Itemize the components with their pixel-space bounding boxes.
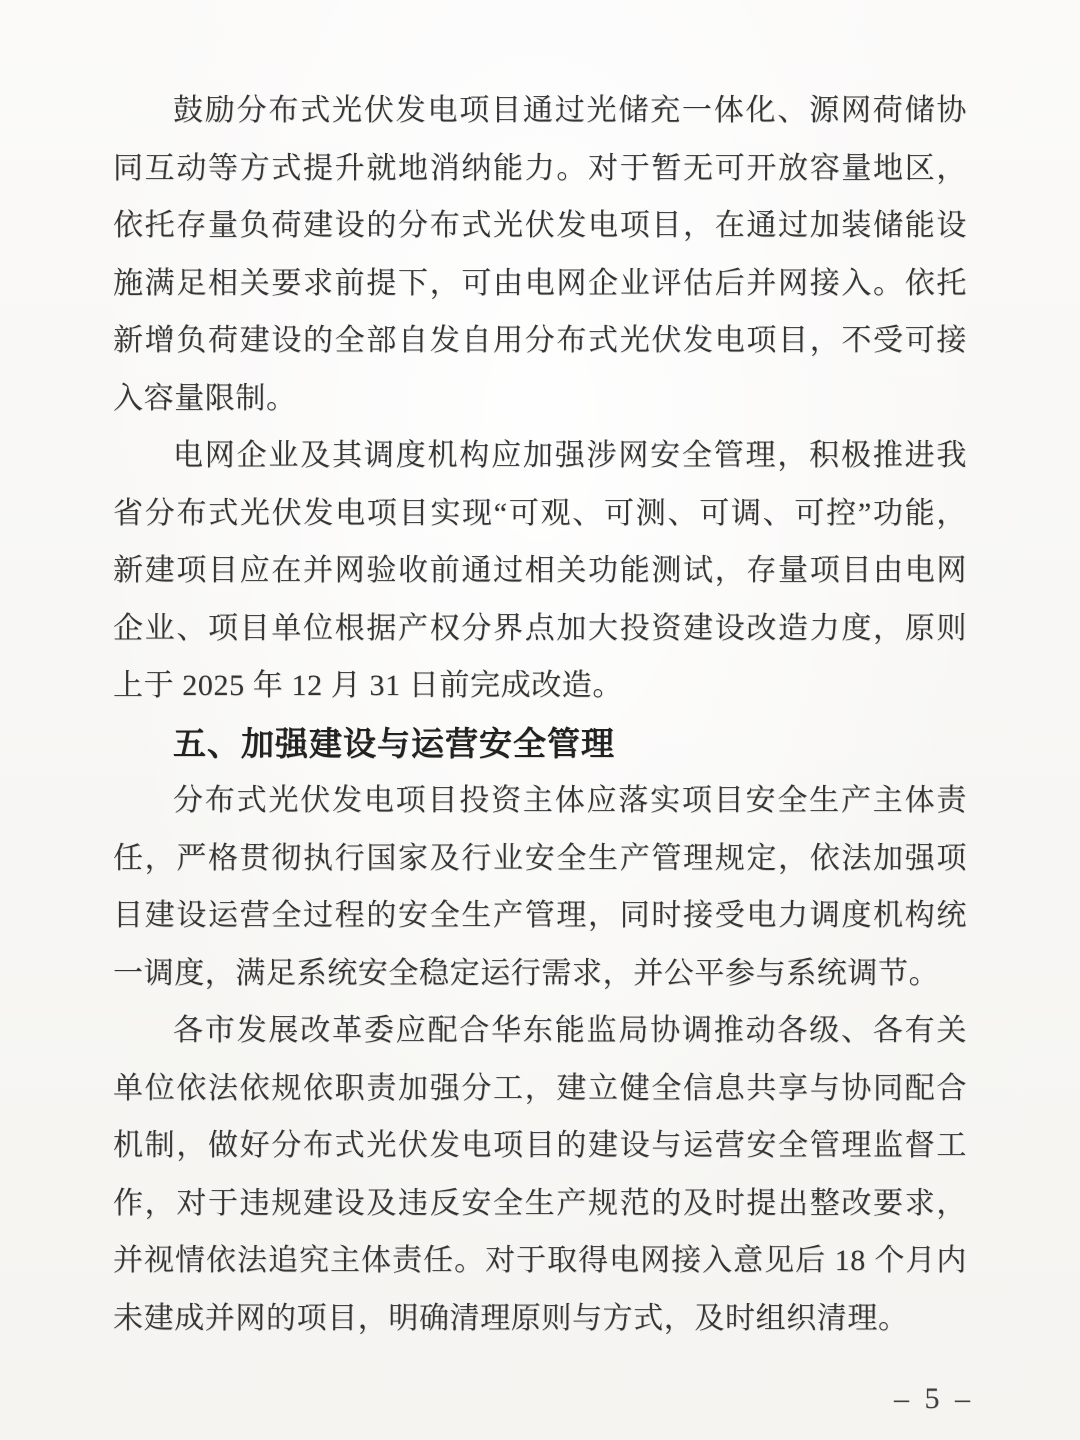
body-paragraph-grid-enterprise-dispatch: 电网企业及其调度机构应加强涉网安全管理，积极推进我省分布式光伏发电项目实现“可观、可测、可调、可控”功能，新建项目应在并网验收前通过相关功能测试，存量项目由电网企业、项目单位根据产权分界点加大投资建设改造力度，原则上于 2025 年 12 月 31 日前完成改造。 [113,439,967,702]
page-number: – 5 – [894,1382,974,1415]
body-paragraph-grid-connection: 鼓励分布式光伏发电项目通过光储充一体化、源网荷储协同互动等方式提升就地消纳能力。对于暂无可开放容量地区，依托存量负荷建设的分布式光伏发电项目，在通过加装储能设施满足相关要求前提下，可由电网企业评估后并网接入。依托新增负荷建设的全部自发自用分布式光伏发电项目，不受可接入容量限制。 [113,94,967,415]
body-paragraph-safety-responsibility: 分布式光伏发电项目投资主体应落实项目安全生产主体责任，严格贯彻执行国家及行业安全生产管理规定，依法加强项目建设运营全过程的安全生产管理，同时接受电力调度机构统一调度，满足系统安全稳定运行需求，并公平参与系统调节。 [113,784,967,990]
body-paragraph-supervision: 各市发展改革委应配合华东能监局协调推动各级、各有关单位依法依规依职责加强分工，建立健全信息共享与协同配合机制，做好分布式光伏发电项目的建设与运营安全管理监督工作，对于违规建设及违反安全生产规范的及时提出整改要求，并视情依法追究主体责任。对于取得电网接入意见后 18 个月内未建成并网的项目，明确清理原则与方式，及时组织清理。 [113,1014,967,1335]
section-heading-five: 五、加强建设与运营安全管理 [173,724,616,762]
